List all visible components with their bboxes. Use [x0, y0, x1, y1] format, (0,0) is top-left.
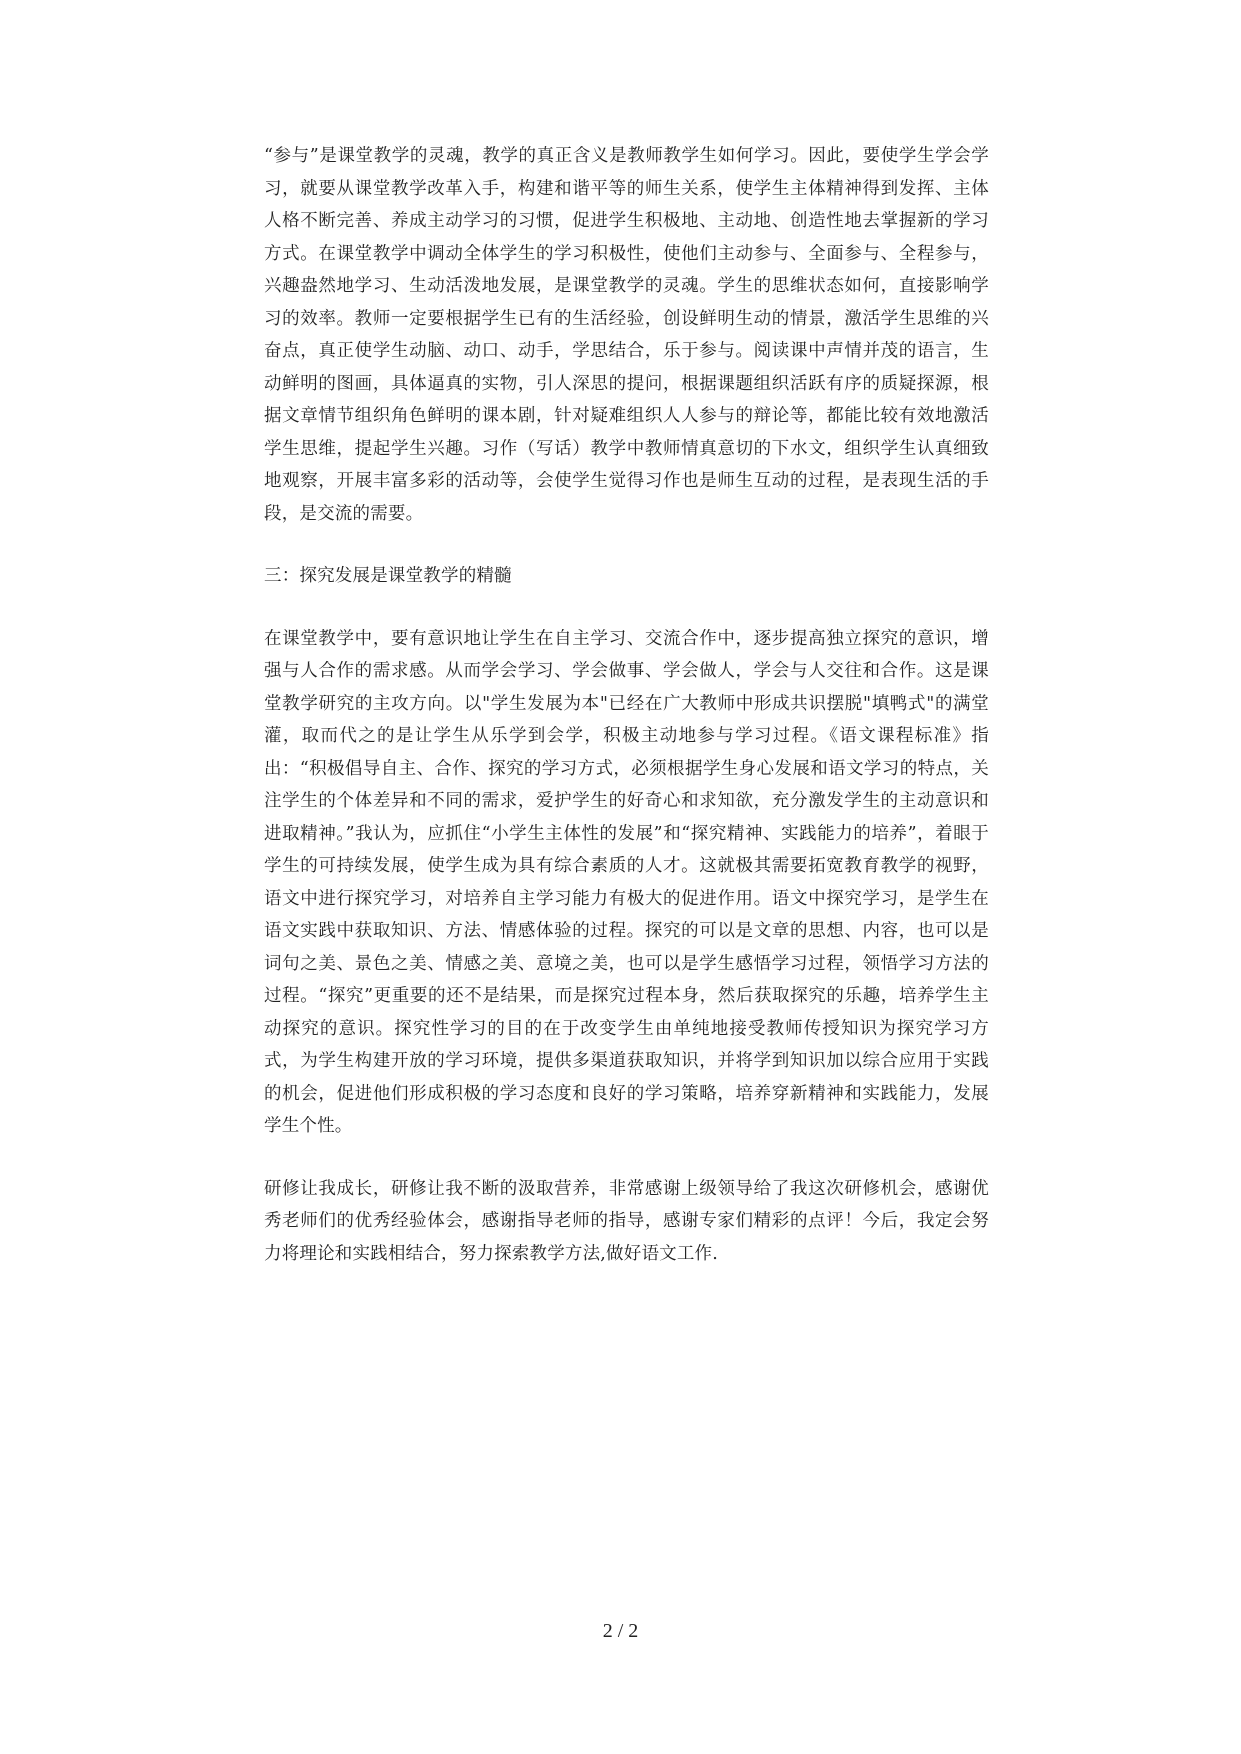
paragraph-participation: “参与”是课堂教学的灵魂，教学的真正含义是教师教学生如何学习。因此，要使学生学会学习，就要从课堂教学改革入手，构建和谐平等的师生关系，使学生主体精神得到发挥、主体人格不断完善、养成主动学习的习惯，促进学生积极地、主动地、创造性地去掌握新的学习方式。在课堂教学中调动全体学生的学习积极性，使他们主动参与、全面参与、全程参与，兴趣盎然地学习、生动活泼地发展，是课堂教学的灵魂。学生的思维状态如何，直接影响学习的效率。教师一定要根据学生已有的生活经验，创设鲜明生动的情景，激活学生思维的兴奋点，真正使学生动脑、动口、动手，学思结合，乐于参与。阅读课中声情并茂的语言，生动鲜明的图画，具体逼真的实物，引人深思的提问，根据课题组织活跃有序的质疑探源，根据文章情节组织角色鲜明的课本剧，针对疑难组织人人参与的辩论等，都能比较有效地激活学生思维，提起学生兴趣。习作（写话）教学中教师情真意切的下水文，组织学生认真细致地观察，开展丰富多彩的活动等，会使学生觉得习作也是师生互动的过程，是表现生活的手段，是交流的需要。 [264, 146, 989, 524]
paragraph-inquiry: 在课堂教学中，要有意识地让学生在自主学习、交流合作中，逐步提高独立探究的意识，增强与人合作的需求感。从而学会学习、学会做事、学会做人，学会与人交往和合作。这是课堂教学研究的主攻方向。以"学生发展为本"已经在广大教师中形成共识摆脱"填鸭式"的满堂灌，取而代之的是让学生从乐学到会学，积极主动地参与学习过程。《语文课程标准》指出：“积极倡导自主、合作、探究的学习方式，必须根据学生身心发展和语文学习的特点，关注学生的个体差异和不同的需求，爱护学生的好奇心和求知欲，充分激发学生的主动意识和进取精神。”我认为，应抓住“小学生主体性的发展”和“探究精神、实践能力的培养”，着眼于学生的可持续发展，使学生成为具有综合素质的人才。这就极其需要拓宽教育教学的视野， 语文中进行探究学习，对培养自主学习能力有极大的促进作用。语文中探究学习，是学生在语文实践中获取知识、方法、情感体验的过程。探究的可以是文章的思想、内容，也可以是词句之美、景色之美、情感之美、意境之美，也可以是学生感悟学习过程，领悟学习方法的过程。“探究”更重要的还不是结果，而是探究过程本身，然后获取探究的乐趣，培养学生主动探究的意识。探究性学习的目的在于改变学生由单纯地接受教师传授知识为探究学习方式，为学生构建开放的学习环境，提供多渠道获取知识，并将学到知识加以综合应用于实践的机会，促进他们形成积极的学习态度和良好的学习策略，培养穿新精神和实践能力，发展学生个性。 [264, 628, 989, 1136]
section-heading: 三：探究发展是课堂教学的精髓 [264, 566, 512, 586]
document-body [264, 140, 989, 1270]
page-number: 2 / 2 [602, 1620, 639, 1642]
paragraph-conclusion: 研修让我成长，研修让我不断的汲取营养，非常感谢上级领导给了我这次研修机会，感谢优秀老师们的优秀经验体会，感谢指导老师的指导，感谢专家们精彩的点评！今后，我定会努力将理论和实践相结合，努力探索教学方法,做好语文工作. [264, 1178, 989, 1264]
